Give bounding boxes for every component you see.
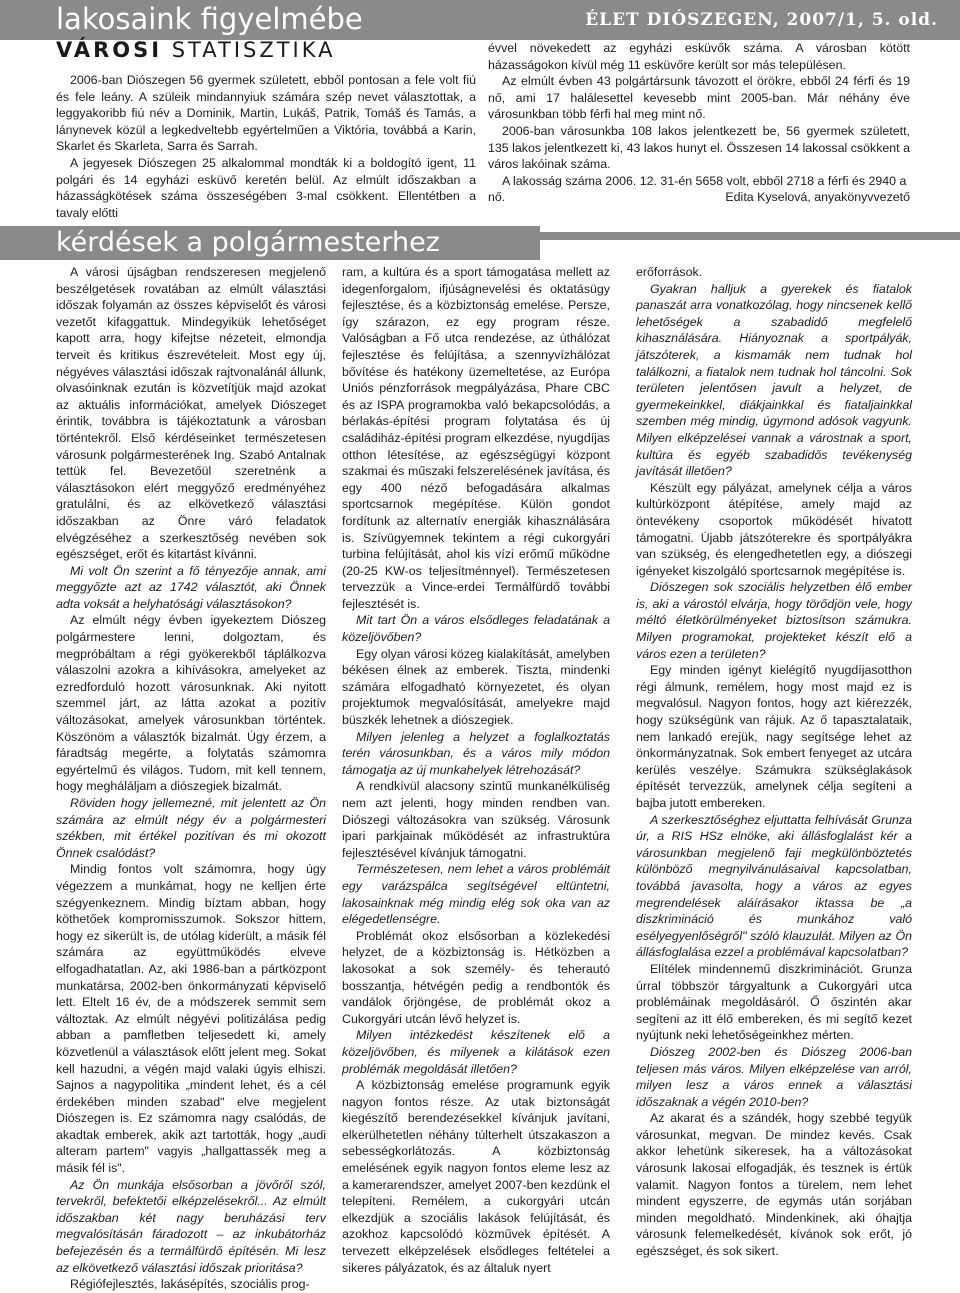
interview-answer: Készült egy pályázat, amelynek célja a város kultúrközpont átépítése, amely majd az öntevékeny csoportok működését hivatott támogatni. Újabb játszóterekre és sportpályákra van szükség, és elengedhetetlen egy, a diószegi igényeket kiszolgáló sportcsarnok megépítése is. xyxy=(636,480,912,578)
interview-question: Röviden hogy jellemezné, mit jelentett az Ön számára az elmúlt négy év a polgármesteri székben, mit értékel pozitívan és mi okozott Önnek csalódást? xyxy=(56,796,326,860)
interview-question: Milyen intézkedést készítenek elő a közeljövőben, és milyenek a kilátások ezen problémák megoldását illetően? xyxy=(342,1028,610,1076)
interview-column-1 xyxy=(56,264,326,1293)
interview-question: Mit tart Ön a város elsődleges feladatának a közeljövőben? xyxy=(342,613,610,645)
statistics-paragraph: 2006-ban Diószegen 56 gyermek született, ebből pontosan a fele volt fiú és fele leány. A szüleik mindannyiuk számára szép nevet választottak, a leggyakoribb fiú név a Dominik, Martin, Lukáš, Patrik, Tomáš és Tamás, a lánynevek közül a legkedveltebb egyértelműen a Viktória, továbbá a Karin, Skarlet és Skarleta, Sarra és Sarrah. xyxy=(56,73,476,154)
interview-question: Gyakran halljuk a gyerekek és fiatalok panaszát arra vonatkozólag, hogy nincsenek kellő lehetőségek a szabadidő megfelelő kihasználására. Hiányoznak a sportpályák, játszóterek, a kismamák nem tudnak hol találkozni, a fiatalok nem tudnak hol táncolni. Sok területen jelentősen javult a helyzet, de gyermekeinkkel, diákjainkkal és fiataljainkkal szemben még mindig, úgymond adósok vagyunk. Milyen elképzelései vannak a várostnak a sport, kultúra és egyéb szabadidős tevékenység javítását illetően? xyxy=(636,281,912,479)
interview-answer: A rendkívül alacsony szintű munkanélküliség nem azt jelenti, hogy minden rendben van. Diószegi változásokra van szükség. Városunk ipari parkjainak működését az infrastruktúra fejlesztésével kívánjuk támogatni. xyxy=(342,779,610,860)
section-label: lakosaink figyelmébe xyxy=(56,2,363,36)
interview-answer: Elítélek mindennemű diszkriminációt. Grunza úrral többször tárgyaltunk a Cukorgyári utca problémáinak megoldásáról. Ő őszintén akar segíteni az itt élő embereken, és mi segítő kezet nyújtunk neki lehetőségeinkhez mérten. xyxy=(636,961,912,1043)
statistics-right-column xyxy=(488,40,910,206)
author-signature: Edita Kyselová, anyakönyvvezető xyxy=(725,190,910,205)
interview-column-3 xyxy=(636,264,912,1260)
interview-question: Az Ön munkája elsősorban a jövőről szól, tervekről, befektetői elképzelésekről... Az elmúlt időszakban két nagy beruházási terv megvalósításán fáradozott – az inkubátorház befejezésén és a termálfürdő építésén. Mi lesz az elkövetkező választási időszak prioritása? xyxy=(56,1177,326,1275)
issue-info: ÉLET DIÓSZEGEN, 2007/1, 5. old. xyxy=(585,10,938,30)
statistics-paragraph: Az elmúlt évben 43 polgártársunk távozott el örökre, ebből 24 férfi és 19 nő, ami 17 halálesettel kevesebb mint 2005-ban. Már néhány éve városunkban több férfi hal meg mint nő. xyxy=(488,74,910,122)
statistics-last-word: nő. xyxy=(488,190,506,205)
interview-question: Természetesen, nem lehet a város problémáit egy varázspálca segítségével eltüntetni, lakosainknak még mindig elég sok oka van az elégedetlenségre. xyxy=(342,862,610,927)
interview-answer: Mindig fontos volt számomra, hogy úgy végezzem a munkámat, hogy ne kelljen érte szégyenkeznem. Mindig bíztam abban, hogy köthetőek kompromisszumok. Sokszor hittem, hogy ez sikerült is, de utólag kiderült, a másik fél számára az együttműködés elveve elfogadhatatlan. Az, aki 1986-ban a pártközpont munkatársa, 2002-ben önkormányzati képviselő lett. Eltelt 16 év, de a módszerek semmit sem változtak. Az elmúlt négyévi politizálása pedig abban a pamfletben teljesedett ki, amely közvetlenül a választások előtt jelent meg. Sokat kell hazudni, a végén majd valaki úgyis elhiszi. Sajnos a nagypolitika „mindent lehet, és a cél érdekében minden szabad" elve megjelent Diószegen is. Ez számomra nagy csalódás, de akadtak emberek, akik azt tartották, hogy „audi alteram partem" vagyis „hallgattassék meg a másik fél is". xyxy=(56,862,326,1176)
interview-answer: Az akarat és a szándék, hogy szebbé tegyük városunkat, megvan. De mindez kevés. Csak akkor lehetünk sikeresek, ha a változásokat városunk lakosai elfogadják, és tesznek is értük valamit. Nagyon fontos a türelem, nem lehet mindent egyszerre, de egymás után sorjában minden megoldható. Mindenkinek, aki óhajtja városunk felemelkedését, kívánok sok erőt, jó egészséget, és sok sikert. xyxy=(636,1111,912,1259)
statistics-paragraph: 2006-ban városunkba 108 lakos jelentkezett be, 56 gyermek született, 135 lakos jelentkezett ki, 43 lakos hunyt el. Összesen 14 lakossal csökkent a város lakóinak száma. xyxy=(488,123,910,172)
interview-question: Diószegen sok szociális helyzetben élő ember is, aki a várostól elvárja, hogy törődjön vele, hogy méltó életkörülményeket biztosítson számukra. Milyen programokat, projekteket készít elő a város ezen a területen? xyxy=(636,580,912,661)
interview-question: A szerkesztőséghez eljuttatta felhívását Grunza úr, a RIS HSz elnöke, aki állásfoglalást kér a városunkban megjelenő faji megkülönböztetés különböző megnyilvánulásaival kapcsolatban, továbbá javasolta, hogy a város az egyes megrendelések aláírásakor iktassa be „a diszkrimináció és munkához való esélyegyenlőségről" szóló klauzulát. Milyen az Ön állásfoglalása ezzel a problémával kapcsolatban? xyxy=(636,812,912,960)
statistics-signature-line xyxy=(488,189,910,206)
interview-question: Mi volt Ön szerint a fő tényezője annak, ami meggyőzte azt az 1742 választót, aki Önnek adta voksát a helyhatósági választásokon? xyxy=(56,563,326,611)
statistics-title xyxy=(56,38,336,62)
statistics-paragraph: A lakosság száma 2006. 12. 31-én 5658 volt, ebből 2718 a férfi és 2940 a xyxy=(502,173,907,188)
statistics-title-bold: VÁROSI xyxy=(56,38,163,62)
interview-answer: Problémát okoz elsősorban a közlekedési helyzet, de a közbiztonság is. Hétközben a lakosokat a sok személy- és teherautó bosszantja, hétvégén pedig a rendbontók és vandálok őrjöngése, de problémát okoz a Cukorgyári utcán lévő helyzet is. xyxy=(342,928,610,1026)
interview-answer: ram, a kultúra és a sport támogatása mellett az idegenforgalom, ifjúságnevelési és oktatásügy fejlesztése, és a közbiztonság emelése. Persze, így szárazon, ez egy program része. Valóságban a Fő utca rendezése, az úthálózat fejlesztése és felújítása, a szennyvízhálózat bővítése és hatékony üzemeltetése, az Európa Uniós pénzforrások megpályázása, Phare CBC és az ISPA programokba való bekapcsolódás, a bérlakás-építési program folytatása és új családiház-építési program elkezdése, nyugdíjas otthon létesítése, az egészségügyi központ szakmai és műszaki felszerelésének javítása, és egy 400 néző befogadására alkalmas sportcsarnok megépítése. Külön gondot fordítunk az alternatív energiák kihasználására is. Szívügyemnek tekintem a régi cukorgyári turbina felújítását, ahol kis vízi erőmű működne (20-25 KW-os teljesítménnyel). Természetesen tervezzük a Vince-erdei Termálfürdő további fejlesztését is. xyxy=(342,265,610,611)
interview-question: Milyen jelenleg a helyzet a foglalkoztatás terén városunkban, és a város mily módon támogatja az új munkahelyek létrehozását? xyxy=(342,729,610,777)
interview-answer: Régiófejlesztés, lakásépítés, szociális prog- xyxy=(70,1277,310,1292)
statistics-title-rest: STATISZTIKA xyxy=(162,38,336,62)
statistics-left-column xyxy=(56,72,476,221)
interview-answer: Egy olyan városi közeg kialakítását, amelyben békésen élnek az emberek. Tiszta, mindenki számára elfogadható környezetet, és olyan projektumok megvalósítását, amelyekre majd büszkék lehetnek a diószegiek. xyxy=(342,646,610,728)
interview-answer: erőforrások. xyxy=(636,265,703,279)
questions-title: kérdések a polgármesterhez xyxy=(56,227,440,258)
interview-answer: A közbiztonság emelése programunk egyik nagyon fontos része. Az utak biztonságát kiegészítő berendezésekkel kívánjuk javítani, elkerülhetetlen néhány túlterhelt útszakaszon a sebességkorlátozás. A közbiztonság emelésének egyik nagyon fontos eleme lesz az a kamerarendszer, amelyet 2007-ben kezdünk el telepíteni. Remélem, a cukorgyári utcán elkezdjük a szociális lakások felújítását, és azokhoz kapcsolódó közművek építését. A tervezett elképzelések elsődleges feltételei a sikeres pályázatok, és az általuk nyert xyxy=(342,1078,610,1275)
interview-question: Diószeg 2002-ben és Diószeg 2006-ban teljesen más város. Milyen elképzelése van arról, milyen lesz a város ennek a választási időszaknak a végén 2010-ben? xyxy=(636,1044,912,1109)
interview-answer: Egy minden igényt kielégítő nyugdíjasotthon régi álmunk, remélem, hogy most majd ez is megvalósul. Nagyon fontos, hogy azt kiérezzék, hogy szükségünk van rájuk. Az ő tapasztalataik, nem lankadó erejük, nagy segítsége lehet az önkormányzatnak. Sok embert fenyeget az utcára kerülés veszélye. Számukra szükséglakások építését tervezzük, amelynek célja segíteni a bajba jutott embereken. xyxy=(636,663,912,810)
interview-answer: Az elmúlt négy évben igyekeztem Diószeg polgármestere lenni, dolgoztam, és megpróbáltam a régi gyökerekből táplálkozva válaszolni azokra a kihívásokra, amelyeket az ezredforduló hozott városunknak. Aki nyitott szemmel járt, az látta azokat a pozitív változásokat, amelyek városunkban történtek. Köszönöm a választók bizalmát. Úgy érzem, a fáradtság megérte, a folytatás számomra egyértelmű és világos. Tudom, mit kell tennem, hogy megháláljam a diószegiek bizalmát. xyxy=(56,613,326,794)
interview-paragraph: A városi újságban rendszeresen megjelenő beszélgetések rovatában az elmúlt választási időszak folyamán az összes képviselőt és városi vezetőt kifaggattuk. Mindegyikük lehetőséget kapott arra, hogy kifejtse nézeteit, elmondja terveit és kritikus észrevételeit. Most egy új, négyéves választási időszak rajtvonalánál állunk, olvasóinknak ezután is közvetítjük majd azokat az aktuális információkat, amelyek Diószeget érintik, továbbra is tájékoztatunk a városban történtekről. Első kérdéseinket természetesen városunk polgármesterének Ing. Szabó Antalnak tettük fel. Bevezetőül szeretnénk a választásokon elért meggyőző eredményéhez gratulálni, és az elkövetkező választási időszakban az Önre váró feladatok elvégzéséhez a szerkesztőség nevében sok egészséget, erőt és kitartást kívánni. xyxy=(56,265,326,562)
statistics-paragraph: A jegyesek Diószegen 25 alkalommal mondták ki a boldogító igent, 11 polgári és 14 egyházi esküvő keretén belül. Az elmúlt időszakban a házasságkötések száma összeségében 3-mal csökkent. Ellentétben a tavaly előtti xyxy=(56,155,476,220)
statistics-paragraph: évvel növekedett az egyházi esküvők száma. A városban kötött házasságokon kívül még 11 esküvőre került sor más településen. xyxy=(488,41,910,72)
interview-column-2 xyxy=(342,264,610,1276)
